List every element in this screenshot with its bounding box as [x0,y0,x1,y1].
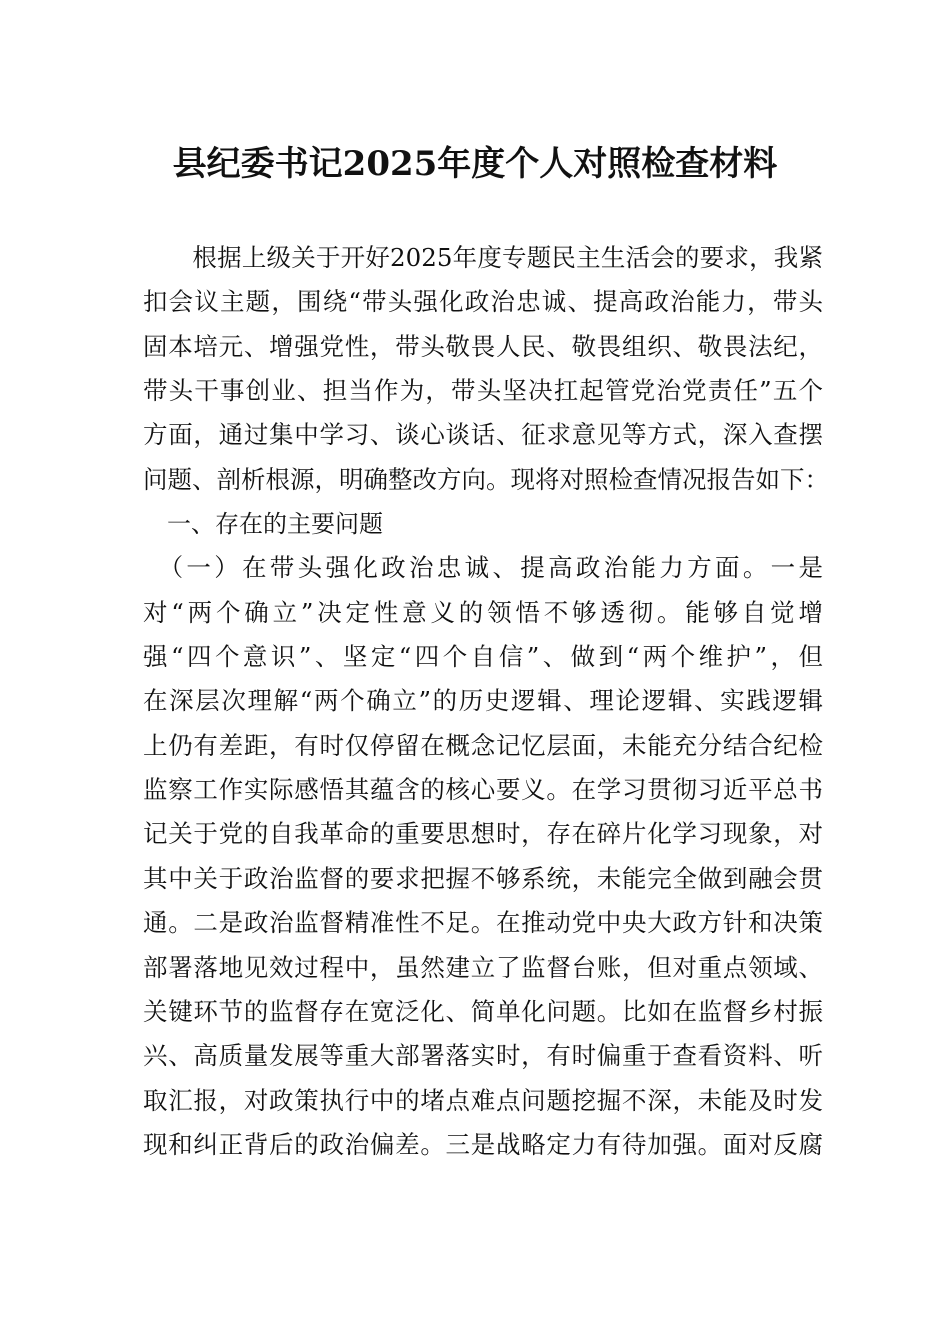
paragraph-line: 取汇报，对政策执行中的堵点难点问题挖掘不深，未能及时发 [143,1085,823,1115]
document-body [143,236,829,1167]
paragraph-line: 根据上级关于开好2025年度专题民主生活会的要求，我紧 [143,243,823,272]
paragraph-line: 监察工作实际感悟其蕴含的核心要义。在学习贯彻习近平总书 [143,775,823,805]
paragraph-line: 扣会议主题，围绕“带头强化政治忠诚、提高政治能力，带头 [143,287,823,317]
section-heading: 一、存在的主要问题 [167,510,383,539]
paragraph-line: 部署落地见效过程中，虽然建立了监督台账，但对重点领域、 [143,952,823,982]
paragraph-line: 现和纠正背后的政治偏差。三是战略定力有待加强。面对反腐 [143,1129,823,1159]
paragraph-line: 对“两个确立”决定性意义的领悟不够透彻。能够自觉增 [143,597,823,627]
paragraph-line: 在深层次理解“两个确立”的历史逻辑、理论逻辑、实践逻辑 [143,686,823,716]
paragraph-line: 方面，通过集中学习、谈心谈话、征求意见等方式，深入查摆 [143,420,823,450]
paragraph-line: 其中关于政治监督的要求把握不够系统，未能完全做到融会贯 [143,863,823,893]
paragraph-line: 固本培元、增强党性，带头敬畏人民、敬畏组织、敬畏法纪， [143,331,823,361]
paragraph-line: （一）在带头强化政治忠诚、提高政治能力方面。一是 [143,553,823,583]
paragraph-line: 兴、高质量发展等重大部署落实时，有时偏重于查看资料、听 [143,1041,823,1071]
paragraph-line: 问题、剖析根源，明确整改方向。现将对照检查情况报告如下： [143,464,829,494]
paragraph-line: 通。二是政治监督精准性不足。在推动党中央大政方针和决策 [143,908,823,938]
paragraph-line: 强“四个意识”、坚定“四个自信”、做到“两个维护”，但 [143,642,823,672]
document-title: 县纪委书记2025年度个人对照检查材料 [172,144,778,184]
paragraph-line: 上仍有差距，有时仅停留在概念记忆层面，未能充分结合纪检 [143,730,823,760]
paragraph-line: 带头干事创业、担当作为，带头坚决扛起管党治党责任”五个 [143,376,823,406]
paragraph-line: 关键环节的监督存在宽泛化、简单化问题。比如在监督乡村振 [143,996,823,1026]
paragraph-line: 记关于党的自我革命的重要思想时，存在碎片化学习现象，对 [143,819,823,849]
